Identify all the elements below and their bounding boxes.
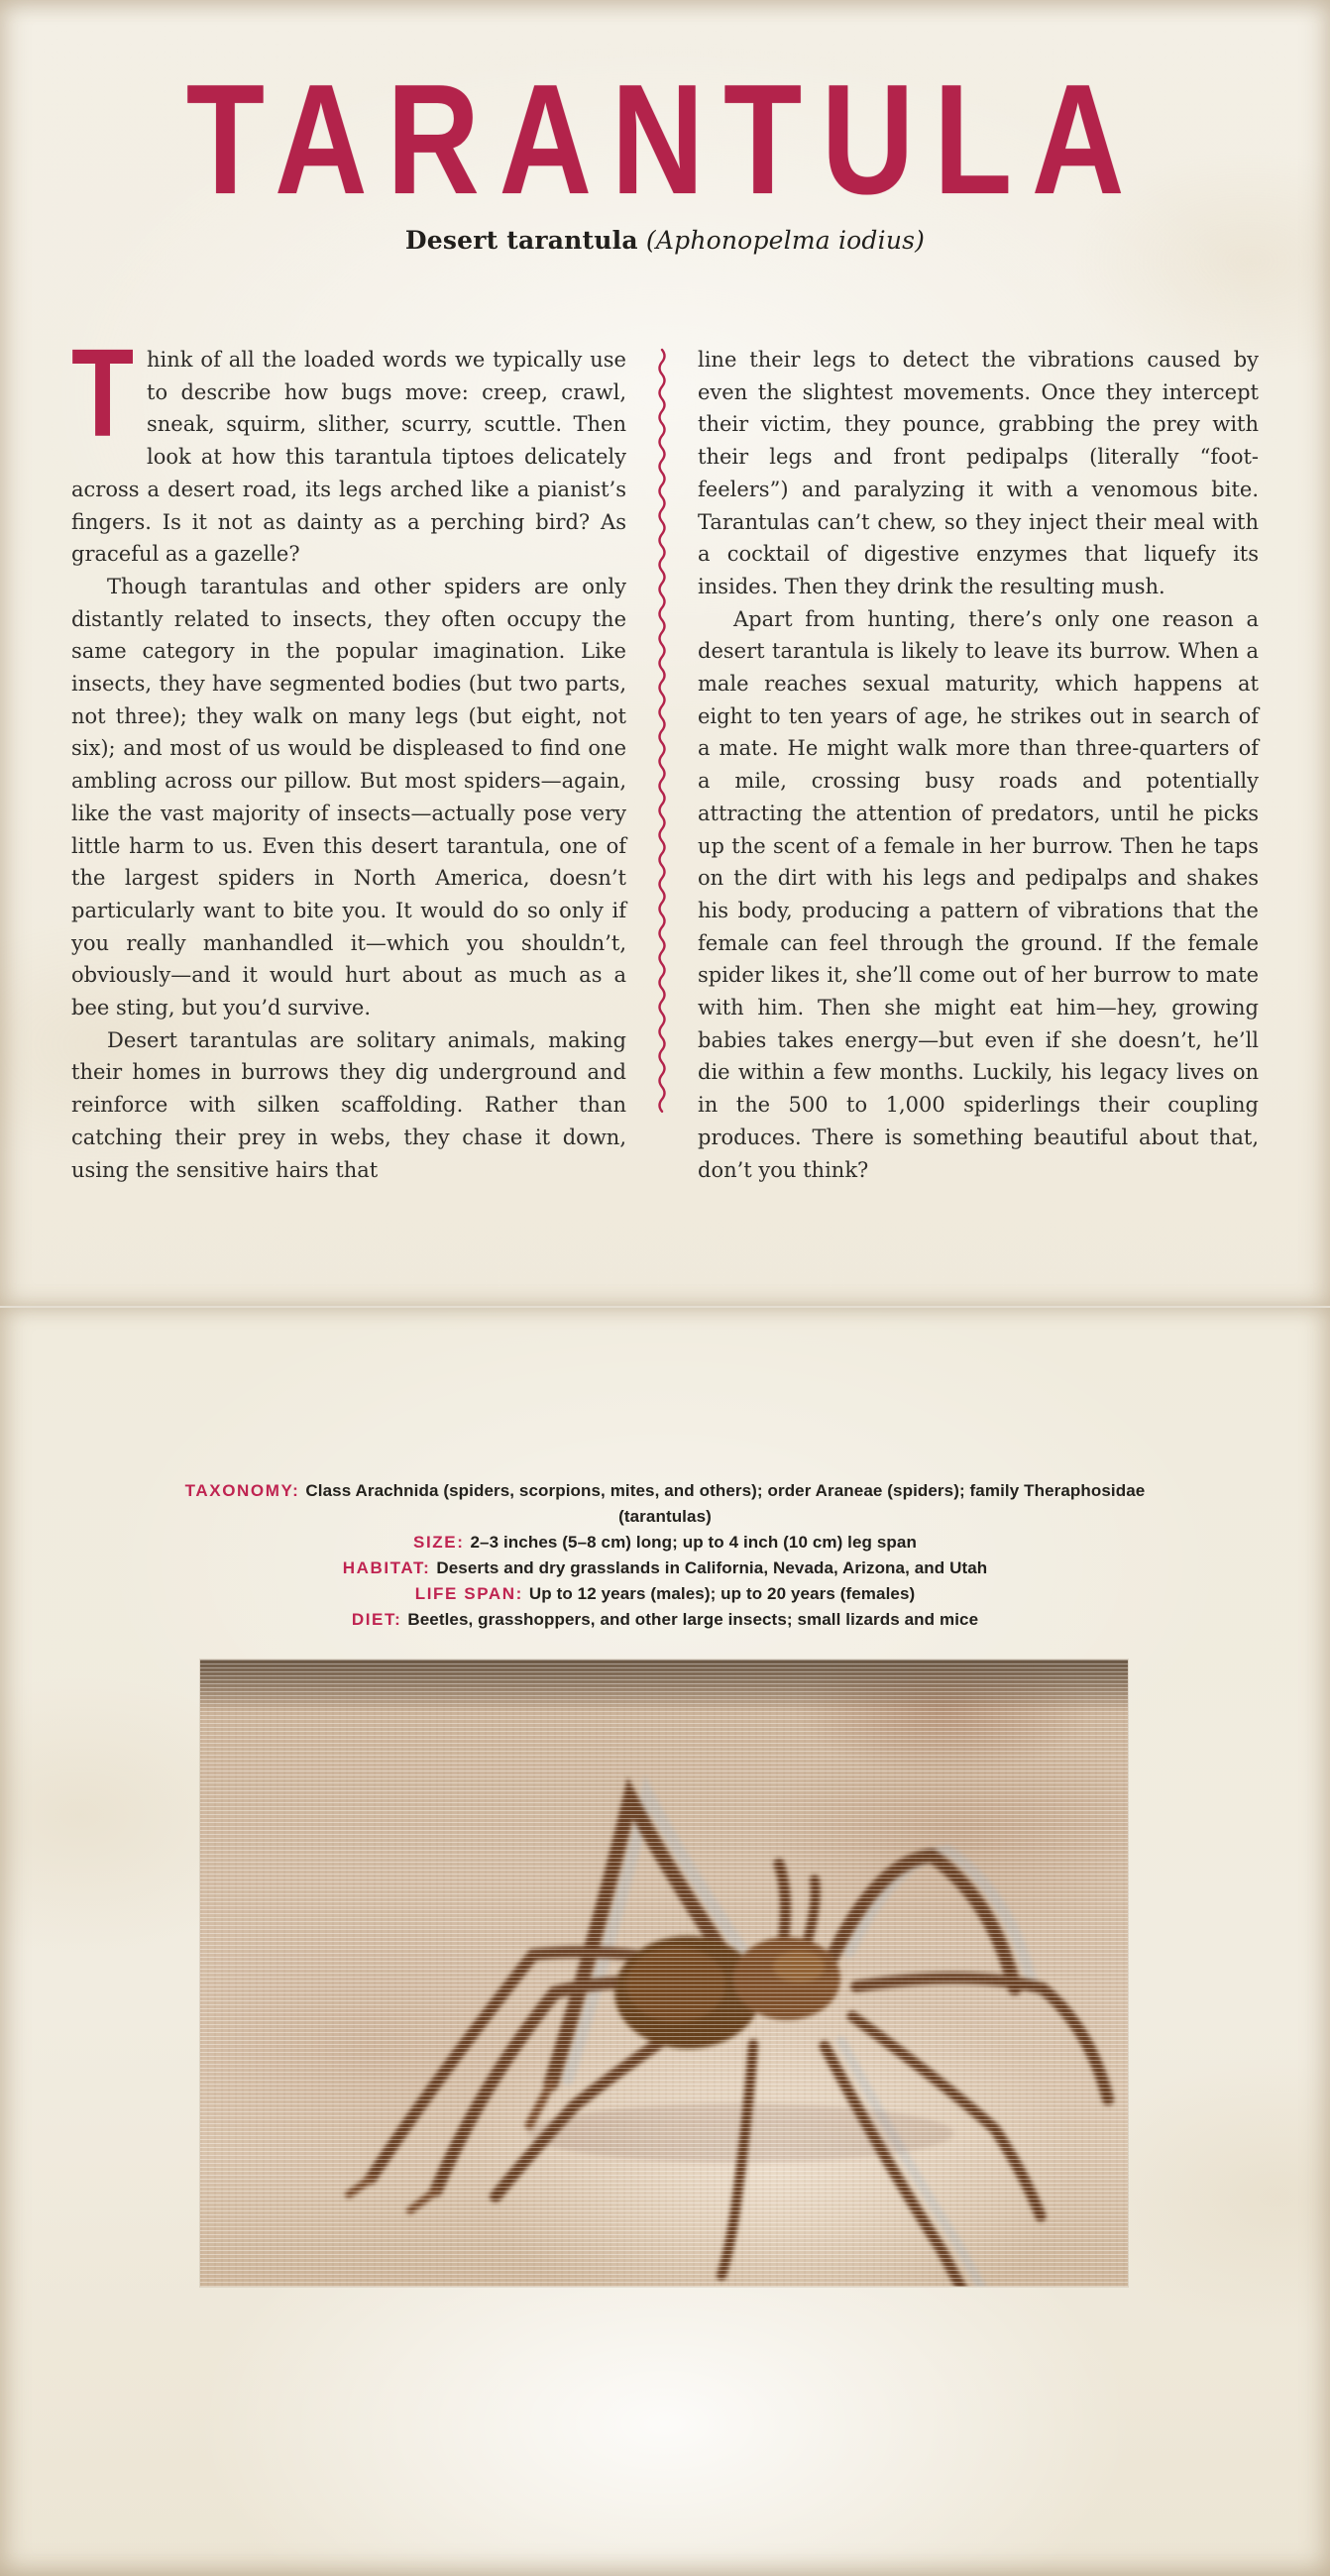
fact-label: LIFE SPAN: bbox=[414, 1584, 523, 1603]
ghost-offset-legs bbox=[568, 1793, 1032, 2287]
article-paragraph: Apart from hunting, there’s only one reason a desert tarantula is likely to leave its burrow. When a male reaches sexual maturity, which happens at eight to ten years of age, he strikes out in search of a mate. He might walk more than three-quarters of a mile, crossing busy roads and potentially attracting the attention of predators, until he picks up the scent of a female in her burrow. Then he taps on the dirt with his legs and pedipalps and shakes his body, producing a pattern of vibrations that the female can feel through the ground. If the female spider likes it, she’ll come out of her burrow to mate with him. Then she might eat him—hey, growing babies takes energy—but even if she doesn’t, he’ll die within a few months. Luckily, his legacy lives on in the 500 to 1,000 spiderlings their coupling produces. There is something beautiful about that, don’t you think? bbox=[698, 606, 1259, 1182]
spider-head-highlight bbox=[773, 1951, 825, 1983]
spider-body-group bbox=[349, 1798, 1108, 2287]
fact-label: TAXONOMY: bbox=[184, 1481, 300, 1500]
common-name: Desert tarantula bbox=[404, 226, 638, 255]
fact-value: Deserts and dry grasslands in California, Nevada, Arizona, and Utah bbox=[436, 1558, 988, 1577]
scientific-name: (Aphonopelma iodius) bbox=[645, 226, 926, 255]
fact-line bbox=[0, 1530, 1330, 1556]
tarantula-illustration bbox=[200, 1660, 1128, 2287]
facts-list bbox=[0, 1478, 1330, 1633]
fact-value: 2–3 inches (5–8 cm) long; up to 4 inch (10 cm) leg span bbox=[470, 1533, 917, 1552]
page-title: TARANTULA bbox=[185, 53, 1145, 227]
fact-label: HABITAT: bbox=[342, 1558, 431, 1577]
fact-label: SIZE: bbox=[413, 1533, 465, 1552]
fact-value: Beetles, grasshoppers, and other large insects; small lizards and mice bbox=[407, 1610, 979, 1629]
article-paragraph: Though tarantulas and other spiders are only distantly related to insects, they often occupy the same category in the popular imagination. Like insects, they have segmented bodies (but two parts, not three); they walk on many legs (but eight, not six); and most of us would be displeased to find one ambling across our pillow. But most spiders—again, like the vast majority of insects—actually pose very little harm to us. Even this desert tarantula, one of the largest spiders in North America, doesn’t particularly want to bite you. It would do so only if you really manhandled it—which you shouldn’t, obviously—and it would hurt about as much as a bee sting, but you’d survive. bbox=[71, 574, 626, 1020]
spider-abdomen-highlight bbox=[626, 1947, 725, 2022]
column-gutter bbox=[626, 344, 698, 1186]
article-paragraph: Think of all the loaded words we typically use to describe how bugs move: creep, crawl, sneak, squirm, slither, scurry, scuttle. Then look at how this tarantula tiptoes delicately across a desert road, its legs arched like a pianist’s fingers. Is it not as dainty as a perching bird? As graceful as a gazelle? bbox=[71, 323, 626, 567]
fact-label: DIET: bbox=[351, 1610, 402, 1629]
photo-top-shadow bbox=[200, 1660, 1128, 1711]
fact-line bbox=[0, 1607, 1330, 1633]
fact-value: Class Arachnida (spiders, scorpions, mites, and others); order Araneae (spiders); family Theraphosidae (tarantulas) bbox=[305, 1481, 1146, 1526]
article-body bbox=[71, 323, 1259, 1186]
article-column-right bbox=[698, 344, 1259, 1186]
drop-cap: T bbox=[71, 323, 135, 463]
article-paragraph: line their legs to detect the vibrations caused by even the slightest movements. Once they intercept their victim, they pounce, grabbing the prey with their legs and front pedipalps (literally “foot-feelers”) and paralyzing it with a venomous bite. Tarantulas can’t chew, so they inject their meal with a cocktail of digestive enzymes that liquefy its insides. Then they drink the resulting mush. bbox=[698, 348, 1259, 598]
fact-line bbox=[0, 1478, 1330, 1530]
squiggle-divider-icon bbox=[655, 348, 669, 1119]
article-column-left bbox=[71, 323, 626, 1186]
page-facts-photo bbox=[0, 1308, 1330, 2576]
species-subtitle bbox=[0, 226, 1330, 255]
fact-line bbox=[0, 1556, 1330, 1581]
article-paragraph: Desert tarantulas are solitary animals, making their homes in burrows they dig underground and reinforce with silken scaffolding. Rather than catching their prey in webs, they chase it down, using the sensitive hairs that bbox=[71, 1027, 626, 1182]
tarantula-photo bbox=[200, 1660, 1128, 2287]
fact-line bbox=[0, 1581, 1330, 1607]
fact-value: Up to 12 years (males); up to 20 years (females) bbox=[528, 1584, 916, 1603]
